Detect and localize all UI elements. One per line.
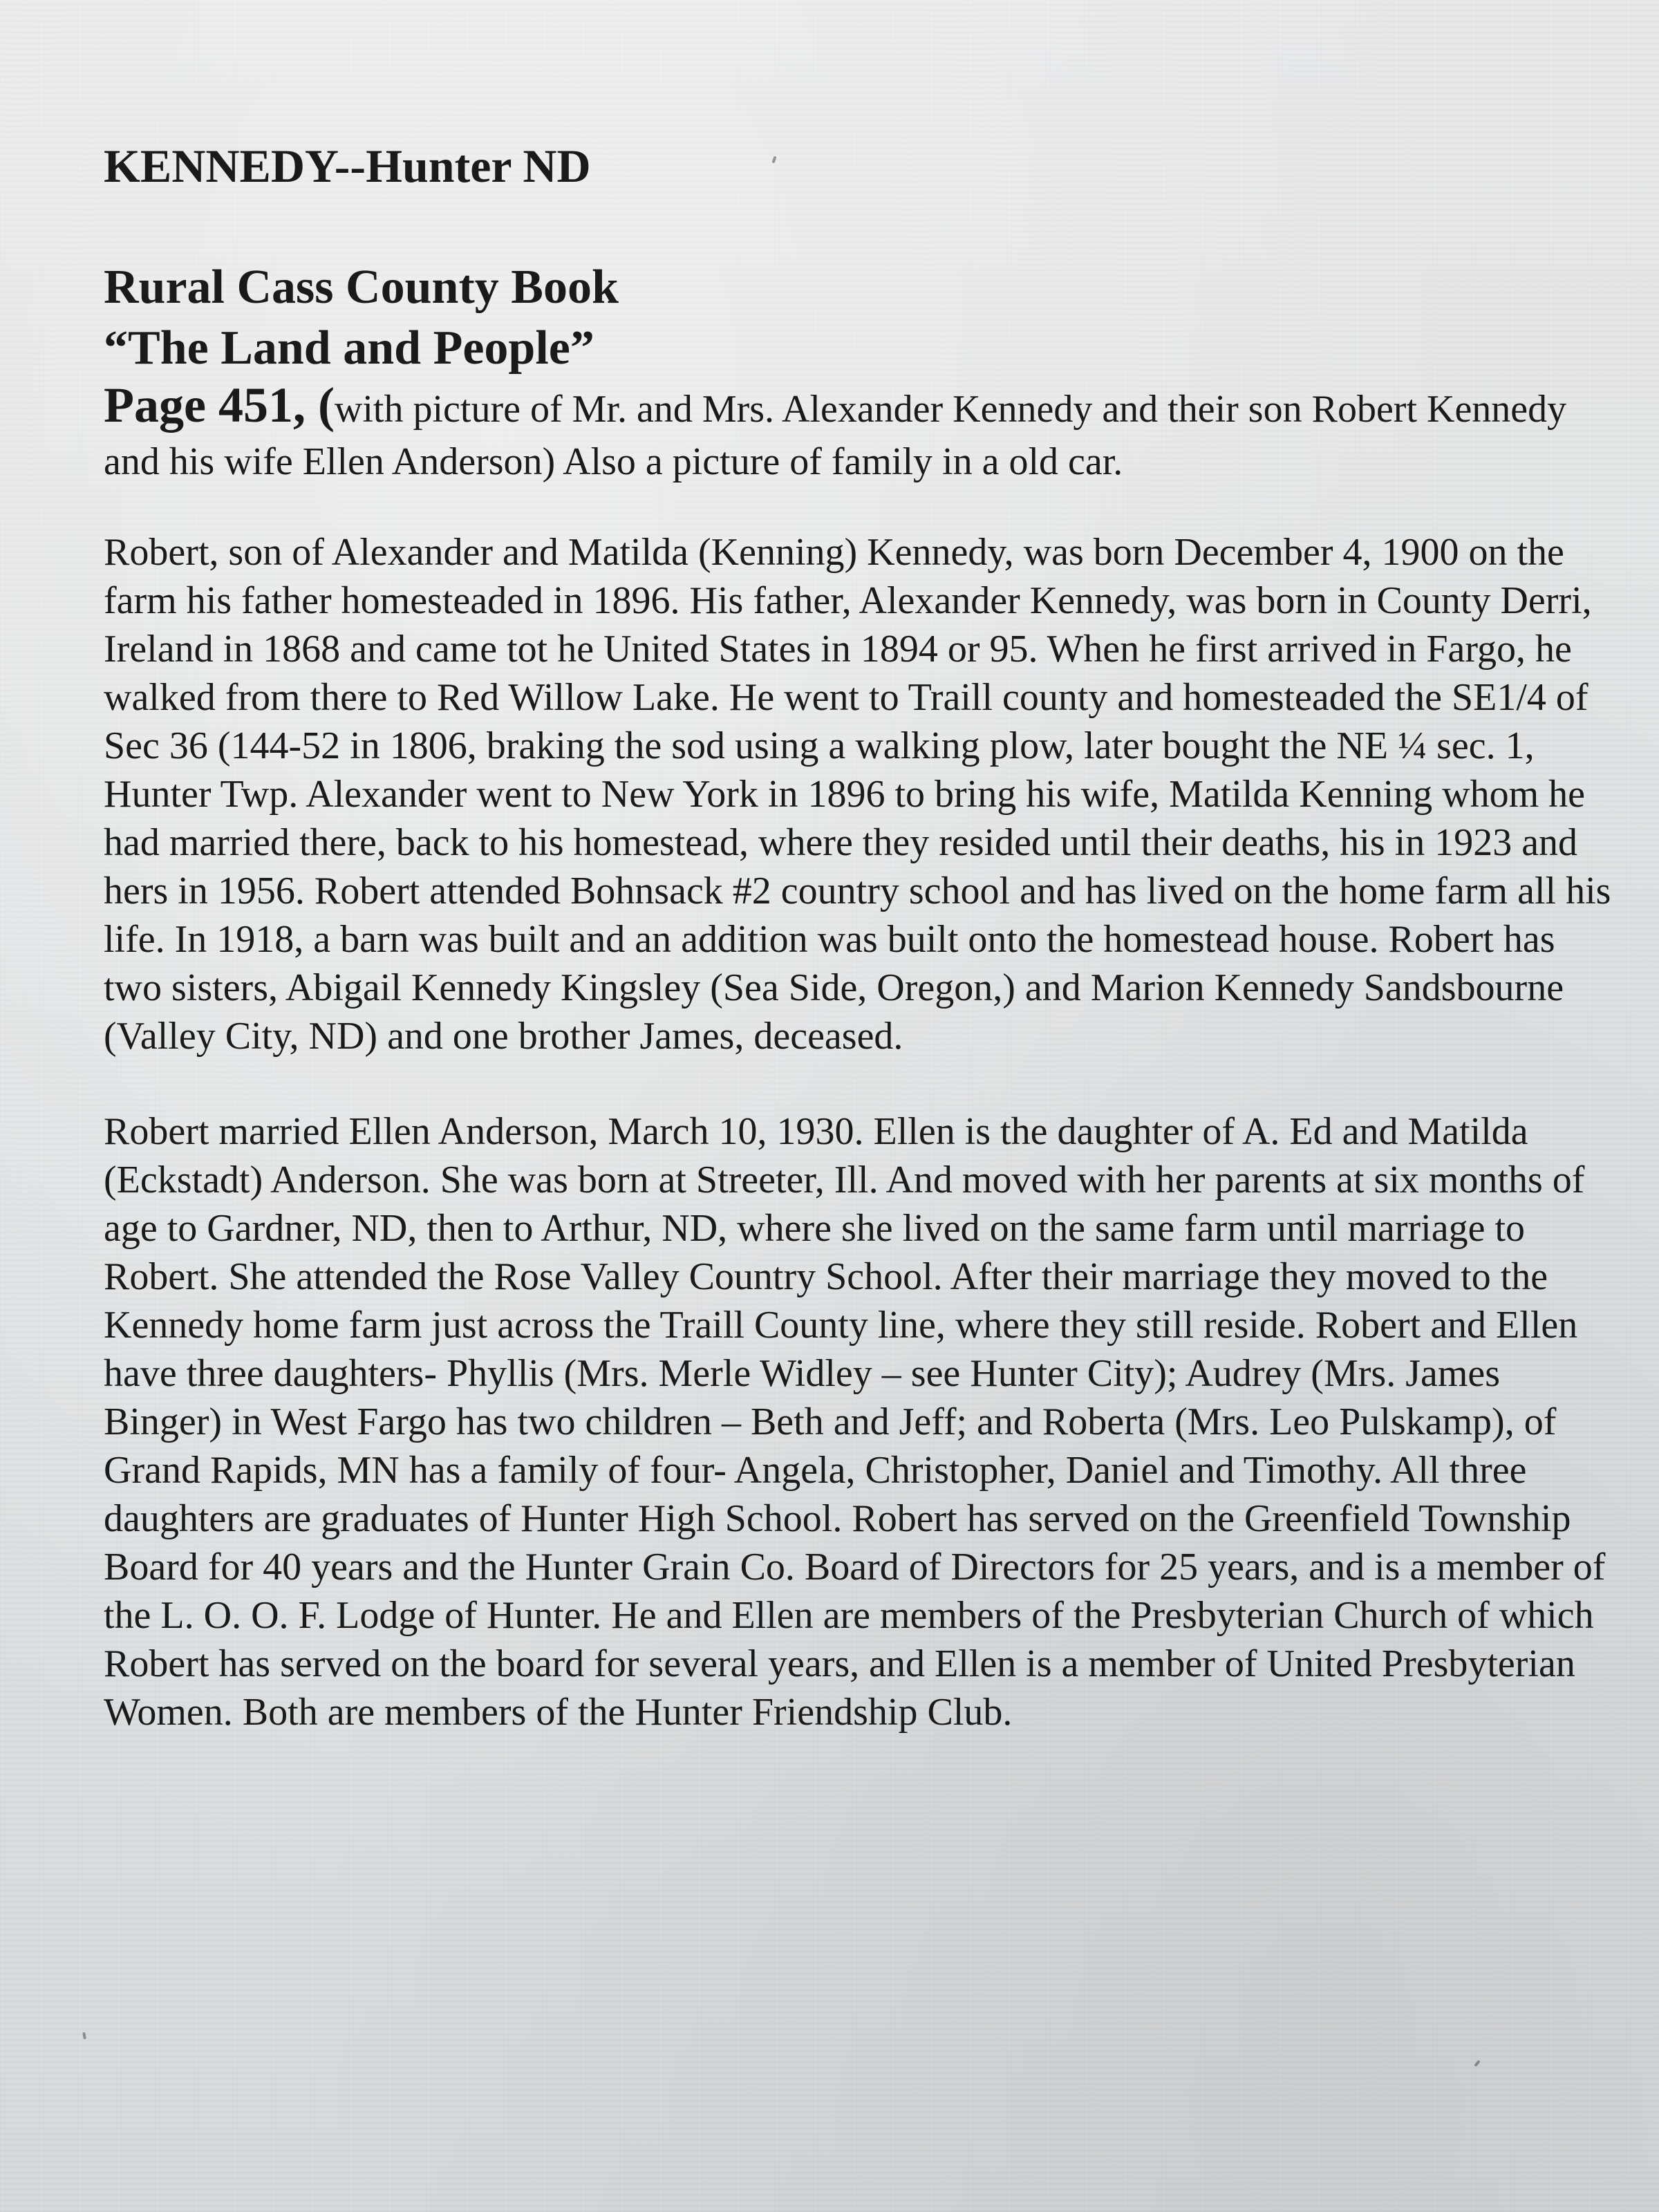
page-note: with picture of Mr. and Mrs. Alexander Kennedy and their son Robert Kennedy and his wife Ellen Anderson) Also a picture of family in a old car. xyxy=(104,388,1567,483)
paper-speck xyxy=(1474,2060,1480,2067)
document-heading: KENNEDY--Hunter ND xyxy=(104,140,591,192)
document-body xyxy=(104,138,1618,1736)
page-label: Page 451, ( xyxy=(104,377,335,433)
page-reference xyxy=(104,379,1618,488)
paragraph-marriage-family: Robert married Ellen Anderson, March 10, 1930. Ellen is the daughter of A. Ed and Matilda (Eckstadt) Anderson. She was born at Streeter, Ill. And moved with her parents at six months of age to Gardner, ND, then to Arthur, ND, where she lived on the same farm until marriage to Robert. She attended the Rose Valley Country School. After their marriage they moved to the Kennedy home farm just across the Traill County line, where they still reside. Robert and Ellen have three daughters- Phyllis (Mrs. Merle Widley – see Hunter City); Audrey (Mrs. James Binger) in West Fargo has two children – Beth and Jeff; and Roberta (Mrs. Leo Pulskamp), of Grand Rapids, MN has a family of four- Angela, Christopher, Daniel and Timothy. All three daughters are graduates of Hunter High School. Robert has served on the Greenfield Township Board for 40 years and the Hunter Grain Co. Board of Directors for 25 years, and is a member of the L. O. O. F. Lodge of Hunter. He and Ellen are members of the Presbyterian Church of which Robert has served on the board for several years, and Ellen is a member of United Presbyterian Women. Both are members of the Hunter Friendship Club. xyxy=(104,1110,1606,1734)
book-title: Rural Cass County Book xyxy=(104,261,619,314)
book-subtitle: “The Land and People” xyxy=(104,321,594,375)
source-citation xyxy=(104,257,1618,488)
paragraph-robert-biography: Robert, son of Alexander and Matilda (Kenning) Kennedy, was born December 4, 1900 on the farm his father homesteaded in 1896. His father, Alexander Kennedy, was born in County Derri, Ireland in 1868 and came tot he United States in 1894 or 95. When he first arrived in Fargo, he walked from there to Red Willow Lake. He went to Traill county and homesteaded the SE1/4 of Sec 36 (144-52 in 1806, braking the sod using a walking plow, later bought the NE ¼ sec. 1, Hunter Twp. Alexander went to New York in 1896 to bring his wife, Matilda Kenning whom he had married there, back to his homestead, where they resided until their deaths, his in 1923 and hers in 1956. Robert attended Bohnsack #2 country school and has lived on the home farm all his life. In 1918, a barn was built and an addition was built onto the homestead house. Robert has two sisters, Abigail Kennedy Kingsley (Sea Side, Oregon,) and Marion Kennedy Sandsbourne (Valley City, ND) and one brother James, deceased. xyxy=(104,531,1611,1058)
paper-speck xyxy=(82,2032,86,2040)
